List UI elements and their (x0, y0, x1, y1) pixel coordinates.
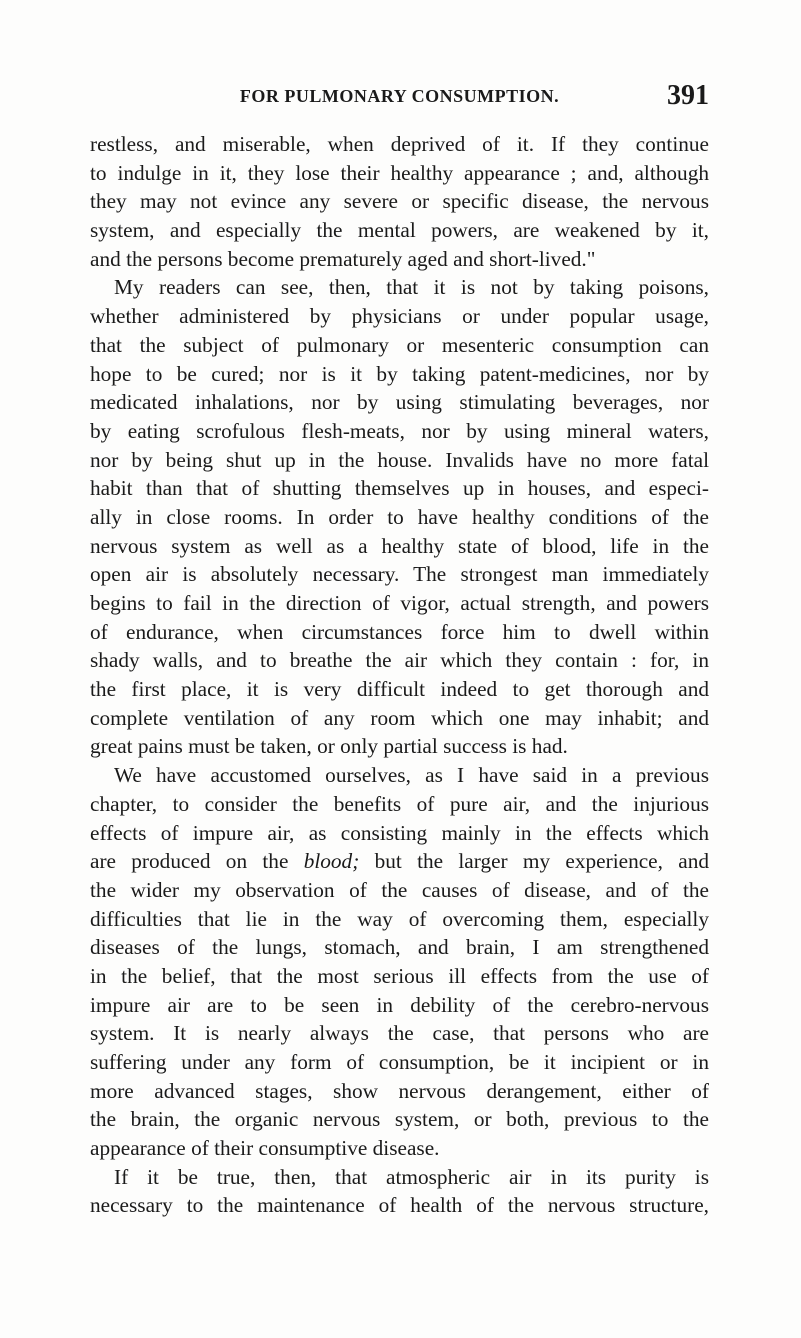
text-line (90, 876, 709, 905)
text-line-content: and the persons become prematurely aged and short-lived." (90, 246, 596, 271)
text-line-content: habit than that of shutting themselves up in houses, and especi- (90, 476, 709, 501)
text-line-content: medicated inhalations, nor by using stimulating beverages, nor (90, 390, 709, 415)
text-line-content: system, and especially the mental powers, are weakened by it, (90, 218, 709, 243)
text-line-content: more advanced stages, show nervous derangement, either of (90, 1078, 709, 1103)
text-line-content: necessary to the maintenance of health of the nervous structure, (90, 1193, 709, 1218)
italic-emphasis: blood; (303, 849, 360, 874)
text-line-content: are produced on the (90, 849, 304, 874)
text-line-content: We have accustomed ourselves, as I have said in a previous (114, 763, 709, 788)
text-line-content: the brain, the organic nervous system, or both, previous to the (90, 1107, 709, 1132)
text-line-content: by eating scrofulous flesh-meats, nor by using mineral waters, (90, 418, 709, 443)
text-line-content: hope to be cured; nor is it by taking patent-medicines, nor by (90, 361, 709, 386)
text-line-content: suffering under any form of consumption, be it incipient or in (90, 1050, 709, 1074)
text-line (90, 589, 709, 618)
text-line-content: that the subject of pulmonary or mesenteric consumption can (90, 332, 709, 357)
text-line (90, 761, 709, 790)
text-line-content: begins to fail in the direction of vigor, actual strength, and powers (90, 591, 709, 615)
text-line-content: effects of impure air, as consisting mainly in the effects which (90, 820, 709, 845)
text-line (90, 675, 709, 704)
text-line (90, 532, 709, 561)
text-line-content: restless, and miserable, when deprived of it. If they continue (90, 132, 709, 156)
text-line (90, 302, 709, 331)
text-line (90, 560, 709, 589)
text-line (90, 216, 709, 245)
text-line (90, 159, 709, 188)
text-line (90, 503, 709, 532)
text-line (90, 962, 709, 991)
text-line-content: of endurance, when circumstances force him to dwell within (90, 619, 709, 644)
text-line (90, 1134, 709, 1163)
text-line (90, 847, 709, 876)
text-line (90, 790, 709, 819)
text-line-content: the first place, it is very difficult indeed to get thorough and (90, 677, 709, 702)
text-line (90, 704, 709, 733)
text-line-content: the wider my observation of the causes of disease, and of the (90, 877, 709, 902)
text-line (90, 1048, 709, 1077)
text-line (90, 1105, 709, 1134)
text-line-content: great pains must be taken, or only partial success is had. (90, 734, 568, 759)
running-head: FOR PULMONARY CONSUMPTION. (239, 86, 560, 106)
text-line (90, 446, 709, 475)
text-line (90, 474, 709, 503)
text-line-content: difficulties that lie in the way of overcoming them, especially (90, 906, 709, 931)
text-line (90, 360, 709, 389)
page-number: 391 (667, 80, 709, 111)
text-line-content: appearance of their consumptive disease. (90, 1136, 440, 1161)
text-line-continuation: but the larger my experience, and (359, 849, 709, 874)
text-line (90, 618, 709, 647)
text-line (90, 187, 709, 216)
page-header (90, 80, 709, 116)
text-line (90, 991, 709, 1020)
text-line (90, 273, 709, 302)
text-line (90, 1019, 709, 1048)
text-line (90, 417, 709, 446)
text-line (90, 245, 709, 274)
text-line-content: nervous system as well as a healthy state of blood, life in the (90, 533, 709, 558)
text-line-content: whether administered by physicians or under popular usage, (90, 304, 709, 329)
text-line-content: complete ventilation of any room which one may inhabit; and (90, 705, 709, 730)
text-line-content: nor by being shut up in the house. Invalids have no more fatal (90, 447, 709, 472)
text-line (90, 388, 709, 417)
text-line (90, 1077, 709, 1106)
text-line (90, 819, 709, 848)
text-line (90, 1191, 709, 1220)
text-line-content: If it be true, then, that atmospheric air in its purity is (114, 1164, 709, 1189)
text-line-content: in the belief, that the most serious ill effects from the use of (90, 963, 709, 988)
text-line (90, 933, 709, 962)
text-line (90, 1163, 709, 1192)
text-line-content: diseases of the lungs, stomach, and brain, I am strengthened (90, 935, 709, 960)
text-line (90, 646, 709, 675)
text-line-content: they may not evince any severe or specific disease, the nervous (90, 189, 709, 214)
text-line-content: shady walls, and to breathe the air which they contain : for, in (90, 648, 709, 673)
text-line-content: chapter, to consider the benefits of pure air, and the injurious (90, 791, 709, 816)
text-line-content: to indulge in it, they lose their healthy appearance ; and, although (90, 160, 709, 185)
text-line (90, 130, 709, 159)
text-line-content: system. It is nearly always the case, that persons who are (90, 1021, 709, 1046)
body-text (90, 130, 709, 1220)
text-line-content: ally in close rooms. In order to have healthy conditions of the (90, 504, 709, 529)
text-line (90, 905, 709, 934)
text-line-content: My readers can see, then, that it is not by taking poisons, (114, 275, 709, 300)
text-line-content: open air is absolutely necessary. The strongest man immediately (90, 562, 709, 587)
text-line (90, 732, 709, 761)
text-line-content: impure air are to be seen in debility of the cerebro-nervous (90, 992, 709, 1017)
text-line (90, 331, 709, 360)
